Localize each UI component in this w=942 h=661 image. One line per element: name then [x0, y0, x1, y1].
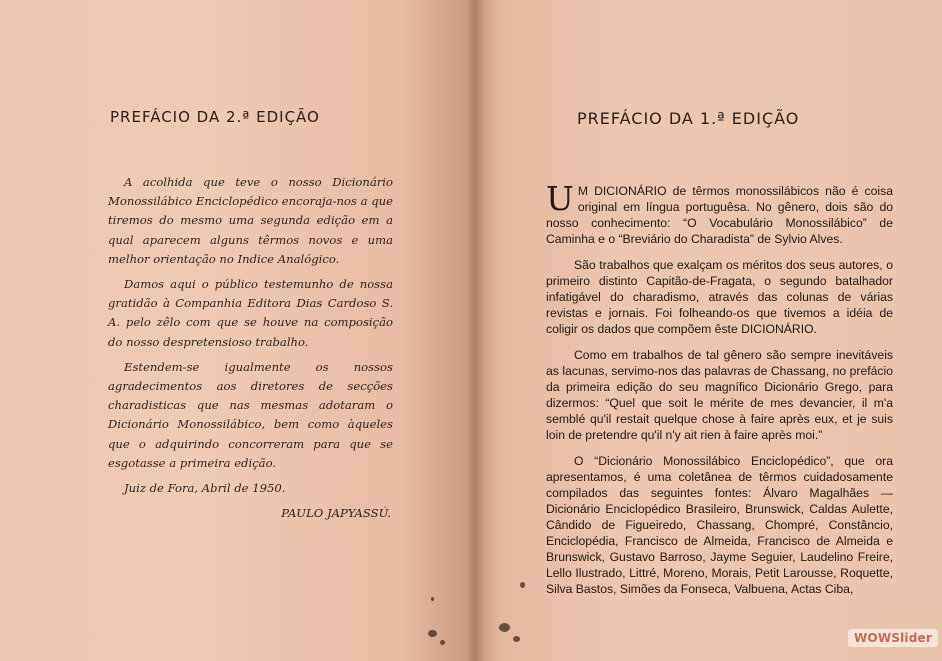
ink-stain — [513, 636, 520, 642]
left-page-title: PREFÁCIO DA 2.ª EDIÇÃO — [110, 108, 320, 126]
preface-date: Juiz de Fora, Abril de 1950. — [124, 481, 286, 496]
ink-stain — [520, 582, 525, 588]
ink-stain — [499, 623, 510, 632]
ink-stain — [431, 597, 434, 601]
right-paragraph-1: U M DICIONÁRIO de têrmos monossilábicos não é coisa original em língua portuguêsa. No gênero, dois são do nosso conhecimento: “O Vocabulário Monossilábico” de Caminha e o “Breviário do Charadista” de Sylvio Alves. — [546, 179, 893, 246]
book-gutter — [466, 0, 484, 661]
right-page — [473, 0, 942, 661]
right-paragraph-3: Como em trabalhos de tal gênero são sempre inevitáveis as lacunas, servimo-nos das palavras de Chassang, no prefácio da primeira edição do seu magnífico Dicionário Grego, para dizermos: “Quel que soit le mérite de mes devancier, il m'a semblé qu'il restait quelque chose à faire après eux, et je suis loin de pretendre qu'il n'y ait rien à faire après moi.” — [546, 348, 893, 442]
left-paragraph-2: Damos aqui o público testemunho de nossa gratidão à Companhia Editora Dias Cardoso S. A. pelo zêlo com que se houve na composição do nosso despretensioso trabalho. — [108, 277, 393, 349]
drop-cap: U — [546, 179, 574, 218]
right-paragraph-4: O “Dicionário Monossilábico Enciclopédico”, que ora apresentamos, é uma coletânea de têrmos cuidadosamente compilados das seguintes fontes: Álvaro Magalhães — Dicionário Enciclopédico Brasileiro, Brunswick, Caldas Aulette, Cândido de Figueiredo, Chassang, Chompré, Constâncio, Enciclopédia, Francisco de Almeida, Francisco de Almeida e Brunswick, Gustavo Barroso, Jayme Seguier, Laudelino Freire, Lello Ilustrado, Littré, Moreno, Morais, Petit Larousse, Roquette, Silva Bastos, Simões da Fonseca, Valbuena, Actas Ciba, — [546, 454, 893, 596]
left-paragraph-3: Estendem-se igualmente os nossos agradecimentos aos diretores de secções charadisticas que nas mesmas adotaram o Dicionário Monossilábico, bem como àqueles que o adquirindo concorreram para que se esgotasse a primeira edição. — [108, 359, 393, 470]
left-paragraph-1: A acolhida que teve o nosso Dicionário Monossilábico Enciclopédico encoraja-nos a que tiremos do mesmo uma segunda edição em a qual aparecem alguns têrmos novos e uma melhor orientação no Indice Analógico. — [108, 175, 393, 266]
left-page-body — [108, 173, 393, 529]
ink-stain — [428, 630, 437, 637]
right-paragraph-2: São trabalhos que exalçam os méritos dos seus autores, o primeiro distinto Capitão-de-Fragata, o segundo batalhador infatigável do charadismo, através das colunas de várias revistas e jornais. Foi folheando-os que tivemos a idéia de coligir os dados que compõem êste DICIONÁRIO. — [546, 258, 893, 336]
right-page-body — [546, 179, 893, 607]
watermark-logo: WOWSlider — [848, 629, 938, 647]
right-page-title: PREFÁCIO DA 1.ª EDIÇÃO — [577, 109, 800, 128]
author-signature: PAULO JAPYASSÚ. — [281, 506, 391, 521]
ink-stain — [440, 640, 445, 645]
